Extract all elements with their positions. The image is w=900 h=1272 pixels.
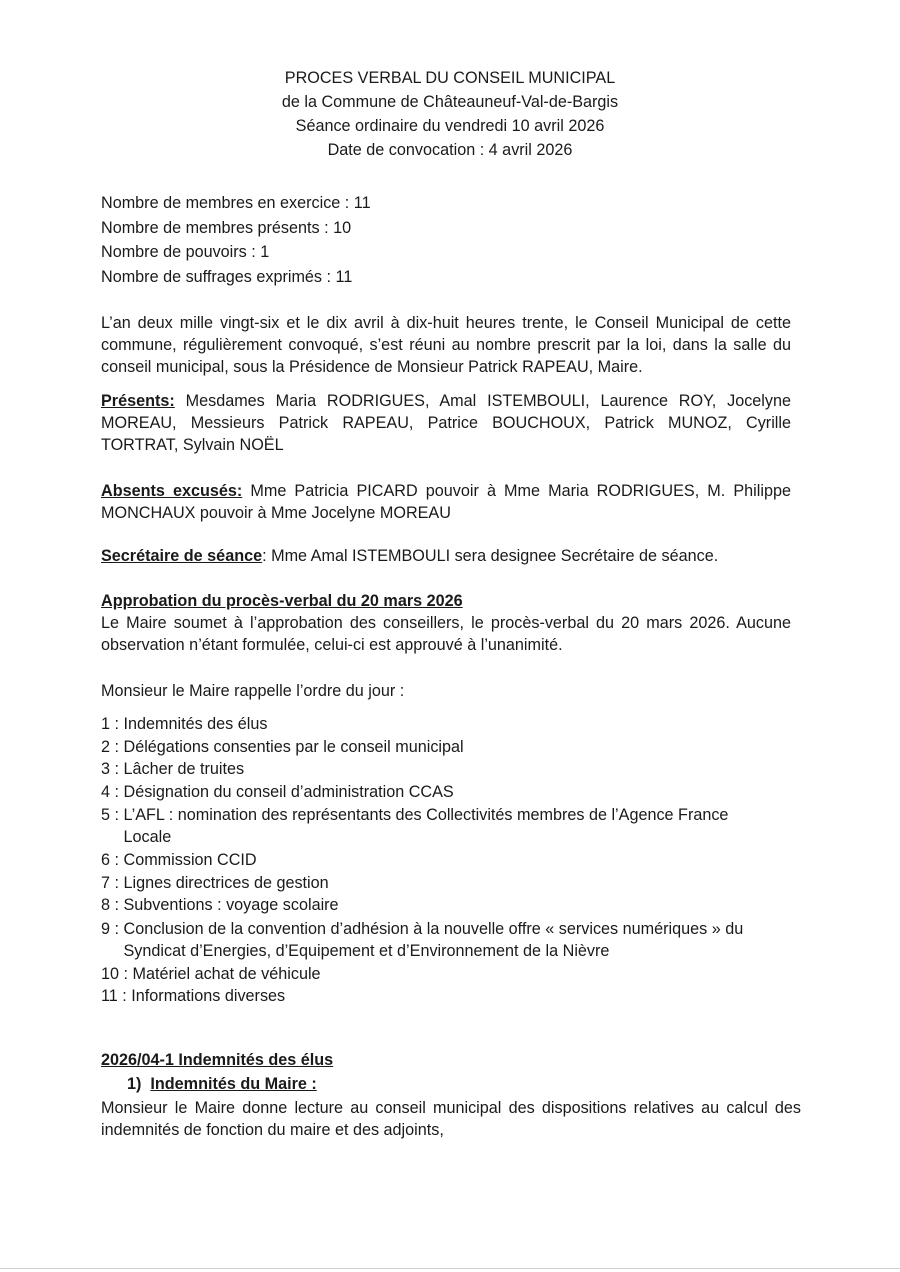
absents-label: Absents excusés: <box>101 482 243 500</box>
page-bottom-rule <box>0 1268 900 1269</box>
section-1-subtitle <box>127 1073 317 1095</box>
header-title: PROCES VERBAL DU CONSEIL MUNICIPAL <box>284 69 616 87</box>
absents-text: Mme Patricia PICARD pouvoir à Mme Maria RODRIGUES, M. Philippe MONCHAUX pouvoir à Mme Jocelyne MOREAU <box>101 482 791 522</box>
agenda-item: 10 : Matériel achat de véhicule <box>101 964 321 983</box>
document-header <box>0 67 900 163</box>
agenda-item: 7 : Lignes directrices de gestion <box>101 873 329 892</box>
agenda-item: 9 : Conclusion de la convention d’adhésion à la nouvelle offre « services numériques » du Syndicat d’Energies, d’Equipement et d’Environnement de la Nièvre <box>101 919 744 960</box>
member-counts <box>101 192 371 290</box>
agenda-item: 6 : Commission CCID <box>101 851 257 869</box>
secretaire-text: : Mme Amal ISTEMBOULI sera designee Secrétaire de séance. <box>262 547 719 565</box>
agenda-item: 5 : L’AFL : nomination des représentants des Collectivités membres de l’Agence France Locale <box>101 806 729 846</box>
header-convocation: Date de convocation : 4 avril 2026 <box>327 141 573 159</box>
presents-paragraph <box>101 390 791 456</box>
count-suffrages: Nombre de suffrages exprimés : 11 <box>101 267 353 286</box>
section-1-title: 2026/04-1 Indemnités des élus <box>101 1051 334 1069</box>
presents-text: Mesdames Maria RODRIGUES, Amal ISTEMBOULI, Laurence ROY, Jocelyne MOREAU, Messieurs Patrick RAPEAU, Patrice BOUCHOUX, Patrick MUNOZ, Cyrille TORTRAT, Sylvain NOËL <box>101 392 791 454</box>
header-seance: Séance ordinaire du vendredi 10 avril 2026 <box>295 117 605 135</box>
presents-label: Présents: <box>101 392 175 410</box>
agenda-item: 11 : Informations diverses <box>101 987 286 1005</box>
approbation-block <box>101 590 791 656</box>
agenda-list <box>101 713 791 1008</box>
secretaire-label: Secrétaire de séance <box>101 547 263 565</box>
intro-paragraph: L’an deux mille vingt-six et le dix avril à dix-huit heures trente, le Conseil Municipal de cette commune, régulièrement convoqué, s’est réuni au nombre prescrit par la loi, dans la salle du conseil municipal, sous la Présidence de Monsieur Patrick RAPEAU, Maire. <box>101 314 791 376</box>
absents-paragraph <box>101 480 791 524</box>
subtitle-text: Indemnités du Maire : <box>150 1075 317 1093</box>
count-exercice: Nombre de membres en exercice : 11 <box>101 194 371 212</box>
agenda-item: 2 : Délégations consenties par le conseil municipal <box>101 737 464 756</box>
count-pouvoirs: Nombre de pouvoirs : 1 <box>101 243 270 261</box>
agenda-item: 4 : Désignation du conseil d’administration CCAS <box>101 782 454 801</box>
header-commune: de la Commune de Châteauneuf-Val-de-Bargis <box>281 93 619 111</box>
section-1-text: Monsieur le Maire donne lecture au conseil municipal des dispositions relatives au calcul des indemnités de fonction du maire et des adjoints, <box>101 1099 801 1139</box>
subtitle-number: 1) <box>127 1075 142 1093</box>
approbation-title: Approbation du procès-verbal du 20 mars 2026 <box>101 592 463 610</box>
agenda-item: 1 : Indemnités des élus <box>101 715 268 733</box>
ordre-du-jour-intro: Monsieur le Maire rappelle l’ordre du jour : <box>101 682 405 700</box>
agenda-item: 3 : Lâcher de truites <box>101 760 245 778</box>
secretaire-paragraph <box>101 545 791 567</box>
agenda-item: 8 : Subventions : voyage scolaire <box>101 896 339 914</box>
count-presents: Nombre de membres présents : 10 <box>101 218 352 237</box>
approbation-text: Le Maire soumet à l’approbation des conseillers, le procès-verbal du 20 mars 2026. Aucune observation n’étant formulée, celui-ci est approuvé à l’unanimité. <box>101 614 791 654</box>
